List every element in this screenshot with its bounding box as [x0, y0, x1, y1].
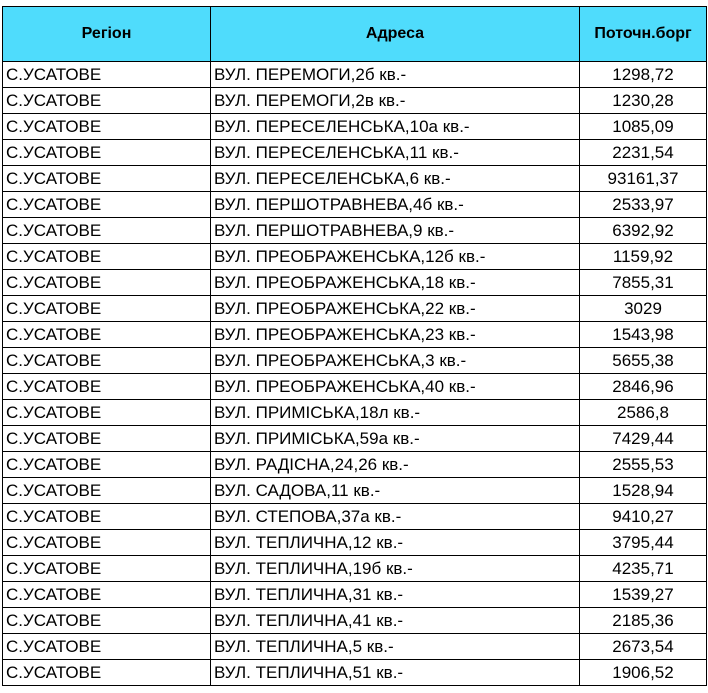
column-header-address[interactable]: Адреса [211, 7, 580, 62]
table-row [3, 270, 707, 296]
cell-address[interactable]: ВУЛ. ТЕПЛИЧНА,19б кв.- [211, 556, 580, 582]
cell-region[interactable]: С.УСАТОВЕ [3, 608, 211, 634]
cell-region[interactable]: С.УСАТОВЕ [3, 140, 211, 166]
cell-debt[interactable]: 2673,54 [580, 634, 707, 660]
cell-debt[interactable]: 2533,97 [580, 192, 707, 218]
cell-region[interactable]: С.УСАТОВЕ [3, 556, 211, 582]
cell-debt[interactable]: 6392,92 [580, 218, 707, 244]
cell-region[interactable]: С.УСАТОВЕ [3, 166, 211, 192]
cell-debt[interactable]: 4235,71 [580, 556, 707, 582]
cell-address[interactable]: ВУЛ. ТЕПЛИЧНА,5 кв.- [211, 634, 580, 660]
cell-address[interactable]: ВУЛ. ПЕРЕМОГИ,2б кв.- [211, 62, 580, 88]
cell-region[interactable]: С.УСАТОВЕ [3, 114, 211, 140]
cell-debt[interactable]: 1298,72 [580, 62, 707, 88]
table-row [3, 374, 707, 400]
column-header-debt[interactable]: Поточн.борг [580, 7, 707, 62]
cell-debt[interactable]: 2185,36 [580, 608, 707, 634]
cell-debt[interactable]: 7855,31 [580, 270, 707, 296]
cell-debt[interactable]: 93161,37 [580, 166, 707, 192]
cell-region[interactable]: С.УСАТОВЕ [3, 530, 211, 556]
table-row [3, 504, 707, 530]
debt-table [2, 6, 707, 686]
debt-table-sheet [2, 6, 706, 686]
cell-debt[interactable]: 9410,27 [580, 504, 707, 530]
table-row [3, 114, 707, 140]
table-row [3, 244, 707, 270]
cell-debt[interactable]: 1528,94 [580, 478, 707, 504]
cell-region[interactable]: С.УСАТОВЕ [3, 426, 211, 452]
cell-region[interactable]: С.УСАТОВЕ [3, 88, 211, 114]
cell-region[interactable]: С.УСАТОВЕ [3, 452, 211, 478]
cell-region[interactable]: С.УСАТОВЕ [3, 504, 211, 530]
table-row [3, 556, 707, 582]
table-row [3, 530, 707, 556]
cell-debt[interactable]: 1543,98 [580, 322, 707, 348]
header-row [3, 7, 707, 62]
cell-debt[interactable]: 1906,52 [580, 660, 707, 686]
cell-debt[interactable]: 7429,44 [580, 426, 707, 452]
cell-region[interactable]: С.УСАТОВЕ [3, 192, 211, 218]
cell-debt[interactable]: 2586,8 [580, 400, 707, 426]
cell-address[interactable]: ВУЛ. СТЕПОВА,37а кв.- [211, 504, 580, 530]
table-row [3, 660, 707, 686]
cell-debt[interactable]: 3795,44 [580, 530, 707, 556]
cell-address[interactable]: ВУЛ. ПРЕОБРАЖЕНСЬКА,23 кв.- [211, 322, 580, 348]
cell-address[interactable]: ВУЛ. ПЕРЕСЕЛЕНСЬКА,6 кв.- [211, 166, 580, 192]
table-row [3, 140, 707, 166]
cell-region[interactable]: С.УСАТОВЕ [3, 400, 211, 426]
cell-address[interactable]: ВУЛ. ПЕРШОТРАВНЕВА,4б кв.- [211, 192, 580, 218]
cell-region[interactable]: С.УСАТОВЕ [3, 218, 211, 244]
cell-address[interactable]: ВУЛ. ПРЕОБРАЖЕНСЬКА,12б кв.- [211, 244, 580, 270]
cell-address[interactable]: ВУЛ. ПРЕОБРАЖЕНСЬКА,22 кв.- [211, 296, 580, 322]
table-body [3, 62, 707, 686]
cell-debt[interactable]: 1230,28 [580, 88, 707, 114]
cell-address[interactable]: ВУЛ. ПЕРШОТРАВНЕВА,9 кв.- [211, 218, 580, 244]
cell-region[interactable]: С.УСАТОВЕ [3, 660, 211, 686]
cell-debt[interactable]: 2846,96 [580, 374, 707, 400]
cell-address[interactable]: ВУЛ. САДОВА,11 кв.- [211, 478, 580, 504]
table-header [3, 7, 707, 62]
cell-region[interactable]: С.УСАТОВЕ [3, 296, 211, 322]
cell-debt[interactable]: 1539,27 [580, 582, 707, 608]
table-row [3, 582, 707, 608]
cell-debt[interactable]: 3029 [580, 296, 707, 322]
cell-debt[interactable]: 5655,38 [580, 348, 707, 374]
cell-debt[interactable]: 2555,53 [580, 452, 707, 478]
cell-region[interactable]: С.УСАТОВЕ [3, 348, 211, 374]
cell-address[interactable]: ВУЛ. ПЕРЕСЕЛЕНСЬКА,10а кв.- [211, 114, 580, 140]
table-row [3, 218, 707, 244]
table-row [3, 478, 707, 504]
table-row [3, 192, 707, 218]
cell-address[interactable]: ВУЛ. ПРИМІСЬКА,59а кв.- [211, 426, 580, 452]
cell-region[interactable]: С.УСАТОВЕ [3, 634, 211, 660]
table-row [3, 62, 707, 88]
cell-debt[interactable]: 1085,09 [580, 114, 707, 140]
table-row [3, 400, 707, 426]
cell-address[interactable]: ВУЛ. ТЕПЛИЧНА,41 кв.- [211, 608, 580, 634]
column-header-region[interactable]: Регіон [3, 7, 211, 62]
cell-address[interactable]: ВУЛ. ПРЕОБРАЖЕНСЬКА,40 кв.- [211, 374, 580, 400]
cell-address[interactable]: ВУЛ. ПЕРЕМОГИ,2в кв.- [211, 88, 580, 114]
cell-region[interactable]: С.УСАТОВЕ [3, 374, 211, 400]
cell-region[interactable]: С.УСАТОВЕ [3, 478, 211, 504]
cell-region[interactable]: С.УСАТОВЕ [3, 270, 211, 296]
cell-region[interactable]: С.УСАТОВЕ [3, 582, 211, 608]
cell-address[interactable]: ВУЛ. ПРЕОБРАЖЕНСЬКА,3 кв.- [211, 348, 580, 374]
cell-address[interactable]: ВУЛ. ТЕПЛИЧНА,31 кв.- [211, 582, 580, 608]
cell-address[interactable]: ВУЛ. ПРИМІСЬКА,18л кв.- [211, 400, 580, 426]
table-row [3, 88, 707, 114]
cell-address[interactable]: ВУЛ. ПРЕОБРАЖЕНСЬКА,18 кв.- [211, 270, 580, 296]
cell-region[interactable]: С.УСАТОВЕ [3, 244, 211, 270]
cell-address[interactable]: ВУЛ. ТЕПЛИЧНА,12 кв.- [211, 530, 580, 556]
table-row [3, 608, 707, 634]
cell-region[interactable]: С.УСАТОВЕ [3, 322, 211, 348]
table-row [3, 634, 707, 660]
cell-address[interactable]: ВУЛ. РАДІСНА,24,26 кв.- [211, 452, 580, 478]
table-row [3, 296, 707, 322]
table-row [3, 166, 707, 192]
cell-debt[interactable]: 1159,92 [580, 244, 707, 270]
table-row [3, 452, 707, 478]
cell-address[interactable]: ВУЛ. ПЕРЕСЕЛЕНСЬКА,11 кв.- [211, 140, 580, 166]
table-row [3, 426, 707, 452]
table-row [3, 348, 707, 374]
cell-address[interactable]: ВУЛ. ТЕПЛИЧНА,51 кв.- [211, 660, 580, 686]
cell-debt[interactable]: 2231,54 [580, 140, 707, 166]
table-row [3, 322, 707, 348]
cell-region[interactable]: С.УСАТОВЕ [3, 62, 211, 88]
